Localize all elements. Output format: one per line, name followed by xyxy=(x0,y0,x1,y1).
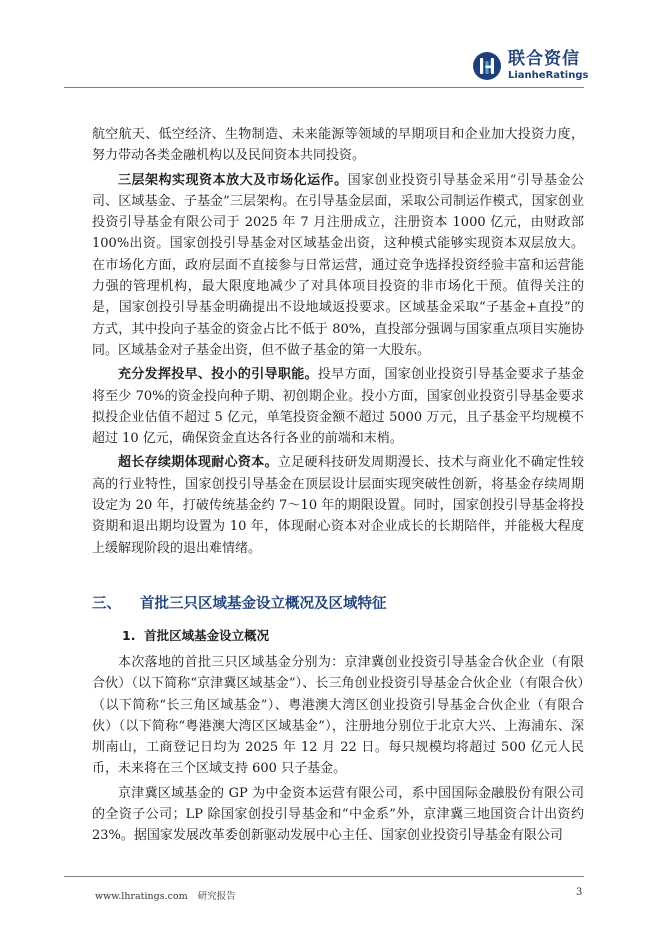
subsection-title: 首批区域基金设立概况 xyxy=(144,628,270,643)
paragraph-text: 立足硬科技研发周期漫长、技术与商业化不确定性较高的行业特性，国家创投引导基金在顶层设计层面实现突破性创新，将基金存续周期设定为 20 年，打破传统基金约 7～10 年的期限设置。同时，国家创投引导基金将投资期和退出期均设置为 10 年，体现耐心资本对企业成长的长期陪伴，并能极大程度上缓解现阶段的退出难情绪。 xyxy=(92,455,584,556)
paragraph-long-duration xyxy=(92,452,584,558)
footer-website: www.lhratings.com xyxy=(95,891,188,902)
logo-english-name: LianheRatings xyxy=(508,70,589,81)
paragraph-three-tier xyxy=(92,170,584,362)
paragraph-lead: 超长存续期体现耐心资本。 xyxy=(118,455,278,471)
section-heading xyxy=(92,592,387,613)
footer-divider xyxy=(64,876,584,877)
paragraph-invest-early xyxy=(92,364,584,449)
logo-chinese-name: 联合资信 xyxy=(508,49,580,69)
subsection-heading xyxy=(122,626,269,644)
paragraph-text: 投早方面，国家创业投资引导基金要求子基金将至少 70%的资金投向种子期、初创期企业。投小方面，国家创业投资引导基金要求拟投企业估值不超过 5 亿元，单笔投资金额不超过 5000 万元，且子基金平均规模不超过 10 亿元，确保资金直达各行各业的前端和末梢。 xyxy=(92,367,584,447)
lianhe-logo-icon xyxy=(472,51,502,81)
paragraph-lead: 三层架构实现资本放大及市场化运作。 xyxy=(118,172,348,188)
paragraph-fund-overview: 本次落地的首批三只区域基金分别为：京津冀创业投资引导基金合伙企业（有限合伙）（以下简称“京津冀区域基金”）、长三角创业投资引导基金合伙企业（有限合伙）（以下简称“长三角区域基金”）、粤港澳大湾区创业投资引导基金合伙企业（有限合伙）（以下简称“粤港澳大湾区区域基金”），注册地分别位于北京大兴、上海浦东、深圳南山，工商登记日均为 2025 年 12 月 22 日。每只规模均将超过 500 亿元人民币，未来将在三个区域支持 600 只子基金。 xyxy=(92,655,584,777)
company-logo xyxy=(472,48,588,84)
subsection-number: 1. xyxy=(122,628,136,643)
paragraph-lead: 充分发挥投早、投小的引导职能。 xyxy=(118,367,318,383)
body-text-bottom xyxy=(92,652,584,847)
footer-doc-type: 研究报告 xyxy=(197,891,236,902)
section-title: 首批三只区域基金设立概况及区域特征 xyxy=(140,596,387,612)
paragraph-jingjinji-gp: 京津冀区域基金的 GP 为中金资本运营有限公司，系中国国际金融股份有限公司的全资子公司；LP 除国家创投引导基金和“中金系”外，京津冀三地国资合计出资约 23%。据国家发展改革委创新驱动发展中心主任、国家创业投资引导基金有限公司 xyxy=(92,785,584,844)
body-text-top xyxy=(92,124,584,559)
paragraph-text: 航空航天、低空经济、生物制造、未来能源等领域的早期项目和企业加大投资力度，努力带动各类金融机构以及民间资本共同投资。 xyxy=(92,127,584,164)
paragraph-continuation xyxy=(92,124,584,167)
header-divider xyxy=(64,87,584,88)
footer-info xyxy=(95,888,236,902)
paragraph-text: 国家创业投资引导基金采用“引导基金公司、区域基金、子基金”三层架构。在引导基金层面，采取公司制运作模式，国家创业投资引导基金有限公司于 2025 年 7 月注册成立，注册资本 1000 亿元，由财政部 100%出资。国家创投引导基金对区域基金出资，这种模式能够实现资本双层放大。在市场化方面，政府层面不直接参与日常运营，通过竞争选择投资经验丰富和运营能力强的管理机构，最大限度地减少了对具体项目投资的非市场化干预。值得关注的是，国家创投引导基金明确提出不设地域返投要求。区域基金采取“子基金+直投”的方式，其中投向子基金的资金占比不低于 80%，直投部分强调与国家重点项目实施协同。区域基金对子基金出资，但不做子基金的第一大股东。 xyxy=(92,172,584,358)
section-number: 三、 xyxy=(92,596,121,612)
page-number: 3 xyxy=(576,887,583,898)
